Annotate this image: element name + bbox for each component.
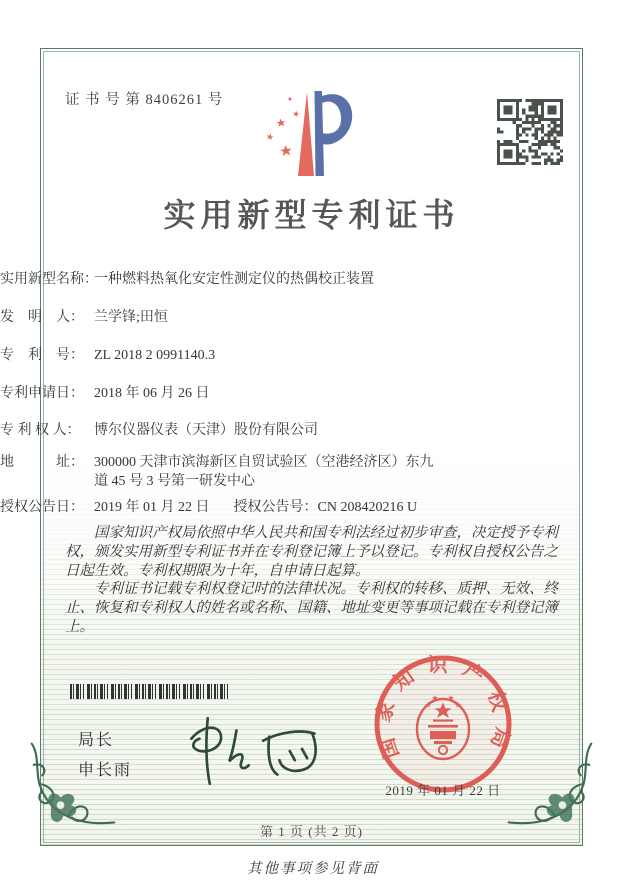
qr-code-icon [497, 99, 563, 165]
field-value: 博尔仪器仪表（天津）股份有限公司 [94, 423, 318, 438]
field-row-patent-number [0, 346, 215, 365]
back-side-note: 其他事项参见背面 [247, 861, 379, 877]
field-label: 地 址： [0, 455, 84, 470]
field-row-filing-date [0, 384, 210, 403]
director-block [78, 726, 132, 786]
field-label: 授权公告号： [233, 500, 318, 515]
address-line-2: 道 45 号 3 号第一研发中心 [94, 474, 255, 489]
field-label: 专利申请日： [0, 386, 84, 401]
field-label: 实用新型名称： [0, 272, 98, 287]
seal-date: 2019 年 01 月 22 日 [385, 783, 501, 798]
field-row-inventors [0, 308, 168, 327]
legal-text-paragraph: 国家知识产权局依照中华人民共和国专利法经过初步审查，决定授予专利权，颁发实用新型专利证书并在专利登记簿上予以登记。专利权自授权公告之日起生效。专利权期限为十年，自申请日起算。 [65, 525, 558, 579]
field-label: 发 明 人： [0, 310, 84, 325]
field-row-utility-model-name [0, 270, 374, 289]
director-signature [180, 710, 340, 792]
field-row-patentee [0, 421, 318, 440]
field-label: 授权公告日： [0, 500, 84, 515]
legal-text-block [65, 524, 562, 637]
page-number: 第 1 页 (共 2 页) [260, 824, 363, 839]
certificate-title: 实用新型专利证书 [163, 197, 460, 233]
certificate-number: 证 书 号 第 8406261 号 [65, 92, 224, 108]
cnipa-logo-icon [243, 86, 358, 186]
seal-ring-text: 国家知识产权局 [372, 654, 514, 764]
field-label: 专 利 号： [0, 348, 84, 363]
corner-flourish-icon [501, 736, 597, 832]
field-value: ZL 2018 2 0991140.3 [94, 348, 216, 363]
address-line-1: 300000 天津市滨海新区自贸试验区（空港经济区）东九 [94, 455, 434, 470]
barcode-icon [70, 684, 228, 699]
field-label: 专 利 权 人： [0, 423, 81, 438]
field-value: 2018 年 06 月 26 日 [94, 386, 210, 401]
cnipa-seal [372, 653, 514, 795]
legal-text-paragraph: 专利证书记载专利权登记时的法律状况。专利权的转移、质押、无效、终止、恢复和专利权人的姓名或名称、国籍、地址变更等事项记载在专利登记簿上。 [65, 581, 558, 635]
director-name-label: 申长雨 [78, 762, 133, 779]
director-title-label: 局长 [78, 732, 115, 749]
field-value: 2019 年 01 月 22 日 [94, 500, 210, 515]
field-row-address [0, 453, 434, 491]
field-value: CN 208420216 U [317, 500, 418, 515]
field-row-grant [0, 498, 417, 517]
field-value: 一种燃料热氧化安定性测定仪的热偶校正装置 [94, 272, 374, 287]
field-value: 兰学锋;田恒 [94, 310, 168, 325]
